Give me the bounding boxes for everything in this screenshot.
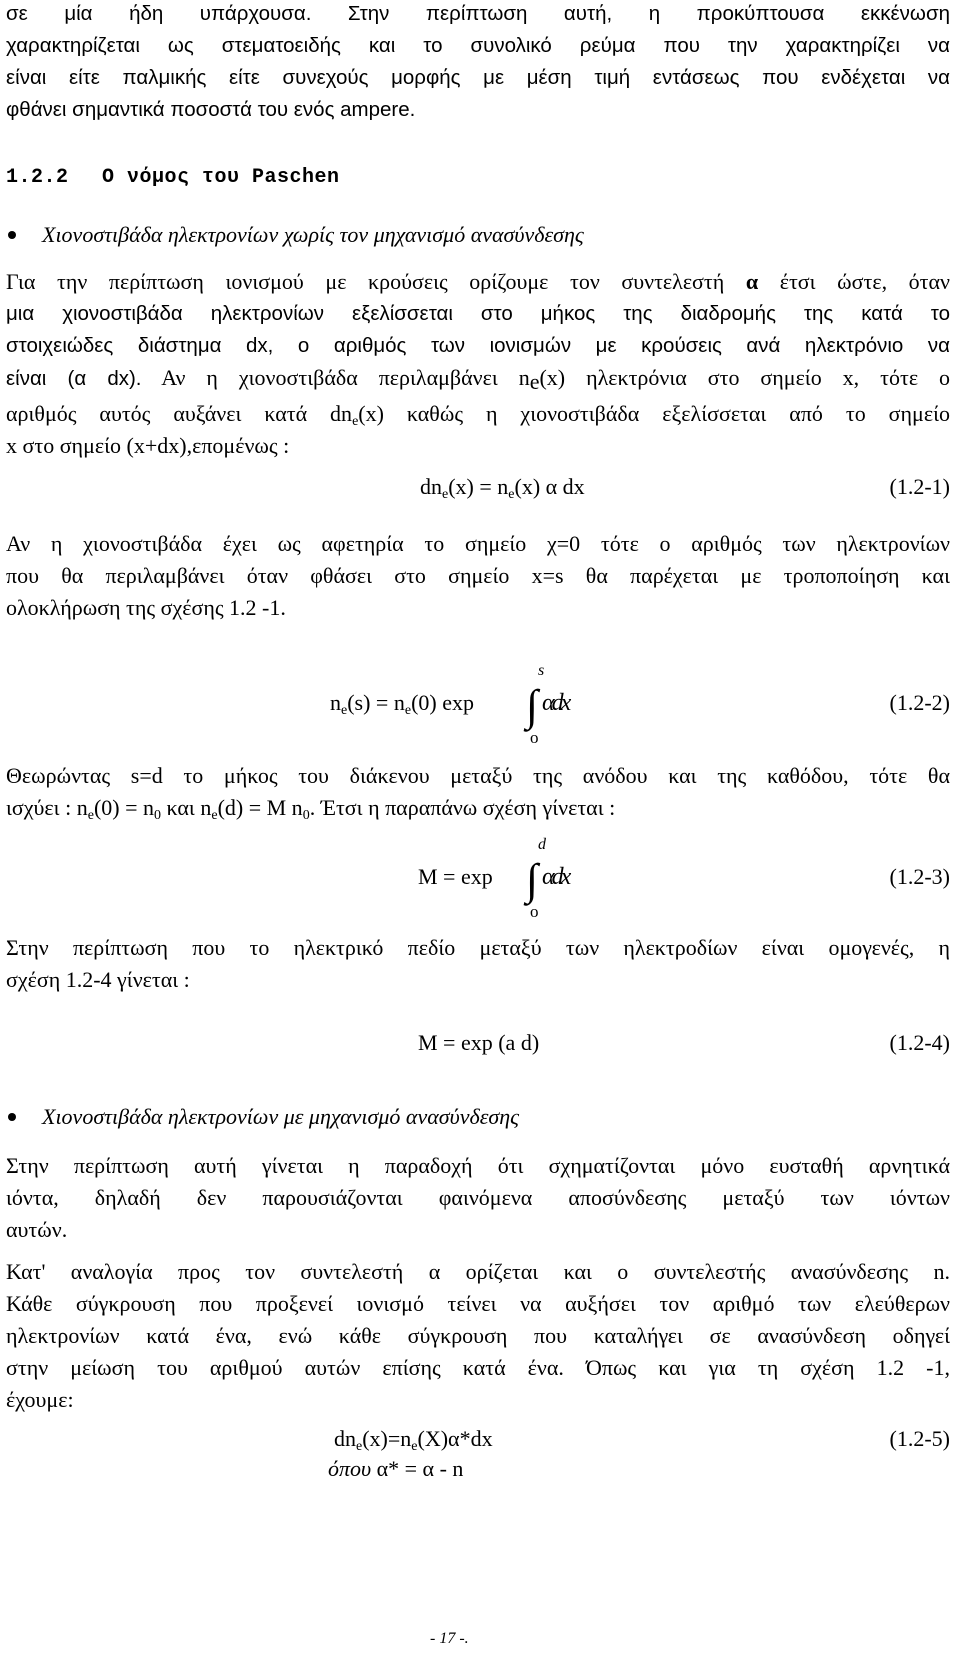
equation-1-2-5: $dn_e(x)=n_e(X)\alpha*dx$ <box>334 1426 493 1454</box>
text-line: Για την περίπτωση ιονισμού με κρούσεις ορίζουμε τον συντελεστή α έτσι ώστε, όταν <box>6 269 950 294</box>
integral-lower-limit: o <box>530 902 539 921</box>
bullet-heading-no-recombination <box>6 222 584 248</box>
text-line: χαρακτηρίζεται ως στεματοειδής και το συνολικό ρεύμα που την χαρακτηρίζει να <box>6 34 950 57</box>
text-line: αυτών. <box>6 1217 68 1242</box>
integral-upper-limit: d <box>538 836 546 853</box>
equation-number: (1.2-4) <box>889 1030 950 1055</box>
equation-number: (1.2-5) <box>889 1426 950 1451</box>
integrand: αdx <box>542 864 569 890</box>
integrand: αdx <box>542 690 569 716</box>
intro-paragraph <box>6 0 950 126</box>
text-line: είναι είτε παλμικής είτε συνεχούς μορφής με μέση τιμή εντάσεως που ενδέχεται να <box>6 66 950 89</box>
paragraph-recombination-coefficient <box>6 1256 950 1416</box>
text-line: Αν η χιονοστιβάδα έχει ως αφετηρία το σημείο χ=0 τότε ο αριθμός των ηλεκτρονίων <box>6 531 950 556</box>
paragraph-avalanche-start <box>6 528 950 624</box>
equation-number: (1.2-1) <box>889 474 950 499</box>
paragraph-gap-length <box>6 760 950 824</box>
equation-1-2-1: $dn_e(x) = n_e(x)$ α dx <box>420 474 585 502</box>
page-number: - 17 -. <box>430 1630 469 1647</box>
bullet-icon <box>8 231 16 239</box>
alpha-symbol: α <box>745 269 759 294</box>
text-line: ηλεκτρονίων κατά ένα, ενώ κάθε σύγκρουση που καταλήγει σε ανασύνδεση οδηγεί <box>6 1323 950 1348</box>
text-line: Θεωρώντας s=d το μήκος του διάκενου μεταξύ της ανόδου και της καθόδου, τότε θα <box>6 763 950 788</box>
text-line: μια χιονοστιβάδα ηλεκτρονίων εξελίσσεται στο μήκος της διαδρομής της κατά το <box>6 302 950 325</box>
equation-1-2-5-definition: όπου α* = α - n <box>328 1456 464 1481</box>
text-line: είναι (α dx). Αν η χιονοστιβάδα περιλαμβάνει $n_e(x)$ ηλεκτρόνια στο σημείο x, τότε ο <box>6 365 951 394</box>
text-line: σε μία ήδη υπάρχουσα. Στην περίπτωση αυτή, η προκύπτουσα εκκένωση <box>6 2 950 25</box>
text-line: φθάνει σημαντικά ποσοστά του ενός ampere. <box>6 98 416 121</box>
equation-number: (1.2-3) <box>889 864 950 889</box>
text-line: στοιχειώδες διάστημα dx, ο αριθμός των ιονισμών με κρούσεις ανά ηλεκτρόνιο να <box>6 334 950 357</box>
text-line: που θα περιλαμβάνει όταν φθάσει στο σημείο x=s θα παρέχεται με τροποποίηση και <box>6 563 950 588</box>
text-line: ιόντα, δηλαδή δεν παρουσιάζονται φαινόμενα αποσύνδεσης μεταξύ των ιόντων <box>6 1185 950 1210</box>
section-heading <box>6 166 340 189</box>
text-line: Στην περίπτωση που το ηλεκτρικό πεδίο μεταξύ των ηλεκτροδίων είναι ομογενές, η <box>6 935 950 960</box>
text-line: σχέση 1.2-4 γίνεται : <box>6 967 190 992</box>
text-line: αριθμός αυτός αυξάνει κατά $dn_e(x)$ καθώς η χιονοστιβάδα εξελίσσεται από το σημείο <box>6 401 950 429</box>
integral-sign-icon: ∫ <box>526 855 539 904</box>
bullet-heading-with-recombination <box>6 1104 519 1130</box>
bullet-text: Χιονοστιβάδα ηλεκτρονίων με μηχανισμό ανασύνδεσης <box>42 1104 520 1129</box>
section-title: Ο νόμος του Paschen <box>102 166 340 189</box>
equation-1-2-4: M = exp (a d) <box>418 1030 540 1055</box>
equation-number: (1.2-2) <box>889 690 950 715</box>
text-line: ισχύει : $n_e(0) = n_0$ και $n_e(d) = M$ $n_0$. Έτσι η παραπάνω σχέση γίνεται : <box>6 795 616 823</box>
text-line: ολοκλήρωση της σχέσης 1.2 -1. <box>6 595 286 620</box>
section-number: 1.2.2 <box>6 166 69 189</box>
text-line: x στο σημείο (x+dx),επομένως : <box>6 433 290 458</box>
integral-lower-limit: o <box>530 728 539 747</box>
text-line: Κατ' αναλογία προς τον συντελεστή α ορίζεται και ο συντελεστής ανασύνδεσης n. <box>6 1259 950 1284</box>
equation-1-2-2: $n_e(s) = n_e(0)$ exp <box>330 690 474 718</box>
paragraph-negative-ions <box>6 1150 950 1246</box>
bullet-text: Χιονοστιβάδα ηλεκτρονίων χωρίς τον μηχανισμό ανασύνδεσης <box>42 222 584 247</box>
paragraph-alpha-definition <box>6 266 950 462</box>
paragraph-homogeneous-field <box>6 932 950 996</box>
integral-sign-icon: ∫ <box>526 681 539 730</box>
text-line: στην μείωση του αριθμού αυτών επίσης κατά ένα. Όπως και για τη σχέση 1.2 -1, <box>6 1355 950 1380</box>
integral-upper-limit: s <box>538 662 545 679</box>
text-line: Στην περίπτωση αυτή γίνεται η παραδοχή ότι σχηματίζονται μόνο ευσταθή αρνητικά <box>6 1153 950 1178</box>
text-line: έχουμε: <box>6 1387 74 1412</box>
bullet-icon <box>8 1113 16 1121</box>
text-line: Κάθε σύγκρουση που προξενεί ιονισμό τείνει να αυξήσει τον αριθμό των ελεύθερων <box>6 1291 950 1316</box>
equation-1-2-3: M = exp <box>418 864 493 889</box>
